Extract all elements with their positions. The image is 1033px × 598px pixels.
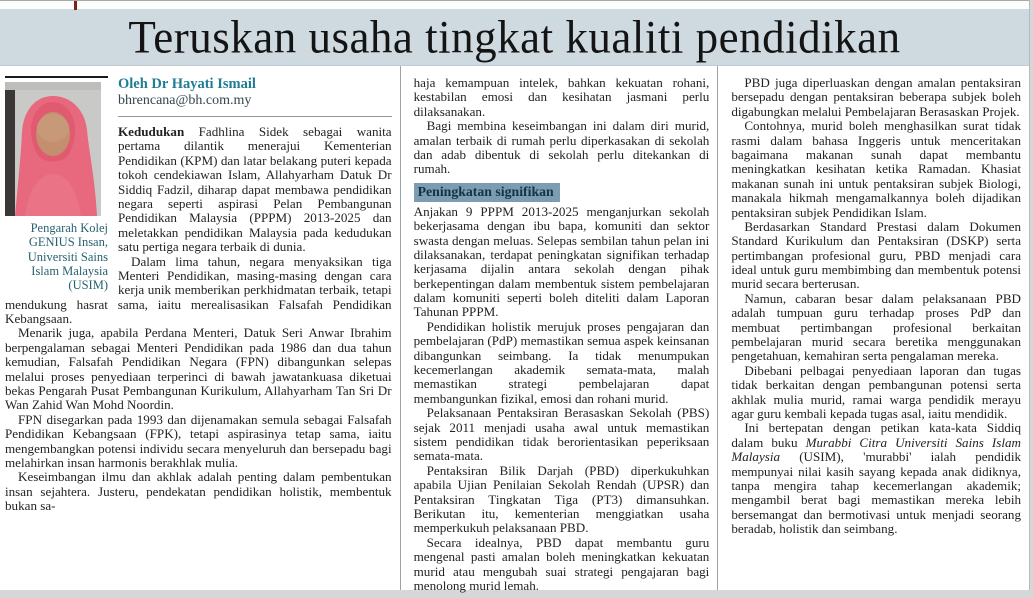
article-paragraph: Namun, cabaran besar dalam pelaksanaan PBD adalah tumpuan guru terhadap proses PdP dan membuat pertimbangan profesional berkaitan pembelajaran murid secara beretika menggunakan pengetahuan, kemahiran serta pengalaman mereka. xyxy=(731,290,1022,364)
article-paragraph: Pendidikan holistik merujuk proses pengajaran dan pembelajaran (PdP) memastikan semua aspek keinsanan dibangunkan seimbang. Ia tidak menumpukan kecemerlangan akademik semata-mata, malah memastikan strategi pembelajaran dapat membangunkan fizikal, emosi dan rohani murid. xyxy=(413,318,710,406)
article-paragraph: Anjakan 9 PPPM 2013-2025 menganjurkan sekolah bekerjasama dengan ibu bapa, komuniti dan sektor swasta dengan meluas. Selepas sembilan tahun pelan ini dilaksanakan, terdapat peningkatan signifikan terhadap kerjasama dijalin antara sekolah dengan pihak berkepentingan dalam membentuk sistem pembelajaran dalam komuniti seperti boleh diteliti dalam Laporan Tahunan PPPM. xyxy=(413,203,710,320)
article-paragraph: Contohnya, murid boleh menghasilkan surat tidak rasmi dalam bahasa Inggeris untuk menceritakan bagaimana makanan sunah dapat membantu meningkatkan kesihatan ketika Ramadan. Khasiat makanan sunah ini untuk pentaksiran subjek Biologi, manakala hikmah mengamalkannya boleh dijadikan pentaksiran subjek Pendidikan Islam. xyxy=(731,118,1022,220)
registration-mark-icon xyxy=(74,1,77,10)
article-paragraph: Keseimbangan ilmu dan akhlak adalah penting dalam pembentukan insan sejahtera. Justeru, pendekatan pendidikan holistik, membentuk bukan sa- xyxy=(5,469,392,514)
headline-band xyxy=(0,9,1029,66)
column-2-text xyxy=(414,76,710,593)
article-headline: Teruskan usaha tingkat kualiti pendidikan xyxy=(128,11,901,64)
article-paragraph: Dibebani pelbagai penyediaan laporan dan tugas tidak berkaitan dengan pembangunan potensi serta akhlak mulia murid, ramai warga pendidik merayu agar guru kembali kepada tugas asal, iaitu mendidik. xyxy=(731,362,1022,421)
article-paragraph: Berdasarkan Standard Prestasi dalam Dokumen Standard Kurikulum dan Pentaksiran (DSKP) serta pertimbangan profesional guru, PBD menjadi cara ideal untuk guru membimbing dan membentuk potensi murid secara berterusan. xyxy=(731,218,1022,292)
byline-author: Oleh Dr Hayati Ismail xyxy=(118,76,256,92)
paragraph-lead-word: Kedudukan xyxy=(118,124,185,139)
article-paragraph: Bagi membina keseimbangan ini dalam diri murid, amalan terbaik di rumah perlu diperkasakan di sekolah dan adab dibentuk di sekolah perlu ditekankan di rumah. xyxy=(413,118,710,177)
column-3-text xyxy=(731,76,1021,537)
article-paragraph: FPN disegarkan pada 1993 dan dijenamakan semula sebagai Falsafah Pendidikan Kebangsaan (FPK), tetapi aspirasinya tetap sama, iaitu mengembangkan potensi individu secara menyeluruh dan bersepadu bagi melahirkan insan harmonis berakhlak mulia. xyxy=(5,411,392,470)
article-body xyxy=(0,66,1029,593)
author-photo-block xyxy=(5,76,108,292)
byline-email[interactable]: bhrencana@bh.com.my xyxy=(118,93,252,108)
section-subhead: Peningkatan signifikan xyxy=(414,183,560,202)
article-column-3 xyxy=(717,66,1029,590)
article-column-1 xyxy=(0,66,400,590)
article-paragraph: Menarik juga, apabila Perdana Menteri, Datuk Seri Anwar Ibrahim berpengalaman sebagai Menteri Pendidikan pada 1986 dan dua tahun kemudian, Falsafah Pendidikan Negara (FPN) dibangunkan selepas melalui proses penyediaan terperinci di bawah jawatankuasa diketuai bekas Pengarah Pusat Pembangunan Kurikulum, Allahyarham Tan Sri Dr Wan Zahid Wan Mohd Noordin. xyxy=(5,325,392,413)
byline-block xyxy=(118,76,392,117)
article-paragraph: haja kemampuan intelek, bahkan kekuatan rohani, kestabilan emosi dan kesihatan jasmani perlu dilaksanakan. xyxy=(413,75,710,119)
photo-caption: Pengarah Kolej GENIUS Insan, Universiti Sains Islam Malaysia (USIM) xyxy=(27,221,108,292)
article-paragraph: Secara idealnya, PBD dapat membantu guru mengenal pasti amalan boleh meningkatkan kekuatan murid atau mengubah suai strategi pengajaran bagi menolong murid lemah. xyxy=(413,534,710,593)
page-top-margin xyxy=(0,0,1029,9)
article-paragraph: Dalam lima tahun, negara menyaksikan tiga Menteri Pendidikan, masing-masing dengan cara kerja unik memberikan perkhidmatan terbaik, tetapi mendukung hasrat sama, iaitu merealisasikan Falsafah Pendidikan Kebangsaan. xyxy=(5,253,392,327)
article-column-2 xyxy=(400,66,718,593)
article-paragraph: Pelaksanaan Pentaksiran Berasaskan Sekolah (PBS) sejak 2011 menjadi usaha awal untuk memastikan sistem pendidikan tidak berorientasikan peperiksaan semata-mata. xyxy=(413,405,710,464)
article-paragraph: Pentaksiran Bilik Darjah (PBD) diperkukuhkan apabila Ujian Penilaian Sekolah Rendah (UPSR) dan Pentaksiran Tingkatan Tiga (PT3) dimansuhkan. Berikutan itu, kementerian menggiatkan usaha memperkukuh pelaksanaan PBD. xyxy=(413,462,710,536)
author-photo xyxy=(5,82,101,216)
article-paragraph: Kedudukan Fadhlina Sidek sebagai wanita pertama dilantik menerajui Kementerian Pendidikan (KPM) dan latar belakang puteri kepada tokoh cendekiawan Islam, Allahyarham Datuk Dr Siddiq Fadzil, diharap dapat membawa pendidikan negara seperti aspirasi Pelan Pembangunan Pendidikan Malaysia (PPPM) 2013-2025 dan meletakkan pendidikan Malaysia pada kedudukan satu pertiga negara terbaik di dunia. xyxy=(118,124,392,255)
article-paragraph: Ini bertepatan dengan petikan kata-kata Siddiq dalam buku Murabbi Citra Universiti Sains Islam Malaysia (USIM), 'murabbi' ialah pendidik mempunyai nilai kasih sayang kepada anak didiknya, tanpa mengira tahap kecemerlangan akademik; mengambil berat bagi memastikan mereka lebih bersemangat dan bermotivasi untuk menjadi seorang beradab, holistik dan seimbang. xyxy=(731,420,1022,537)
article-paragraph: PBD juga diperluaskan dengan amalan pentaksiran bersepadu dengan pentaksiran beberapa subjek boleh digabungkan melalui Pembelajaran Berasaskan Projek. xyxy=(731,75,1022,119)
